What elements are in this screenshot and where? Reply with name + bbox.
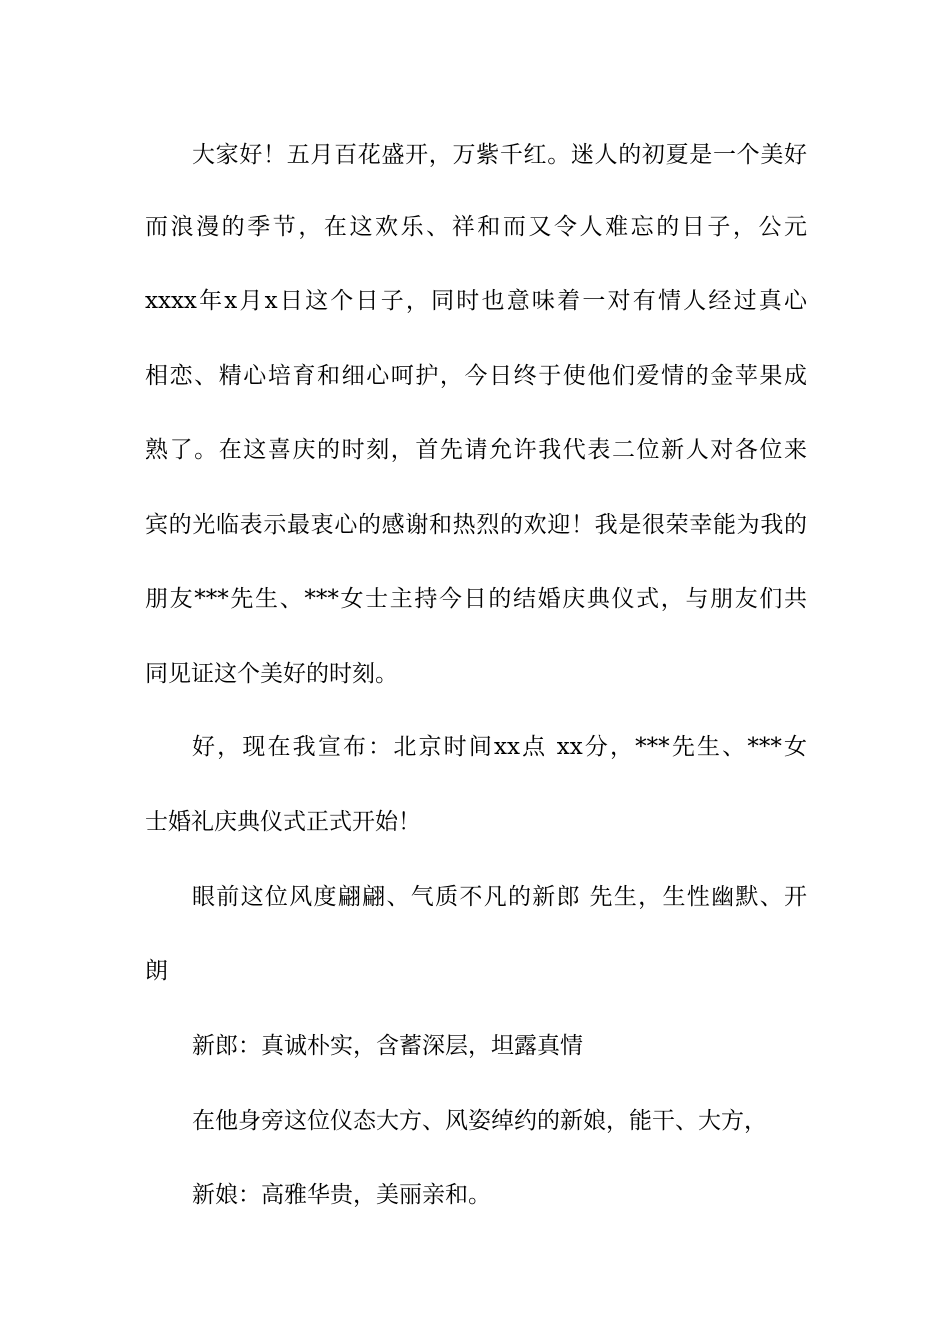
paragraph-line: 好，现在我宣布：北京时间xx点 xx分，***先生、***女 [192, 734, 807, 760]
paragraph-line: 熟了。在这喜庆的时刻，首先请允许我代表二位新人对各位来 [145, 437, 807, 463]
paragraph-line: 相恋、精心培育和细心呵护，今日终于使他们爱情的金苹果成 [145, 363, 807, 389]
paragraph-line: 朋友***先生、***女士主持今日的结婚庆典仪式，与朋友们共 [145, 586, 807, 612]
paragraph-line: 在他身旁这位仪态大方、风姿绰约的新娘，能干、大方， [192, 1108, 767, 1134]
paragraph-line: 新娘：高雅华贵，美丽亲和。 [192, 1182, 491, 1208]
paragraph-line: xxxx年x月x日这个日子，同时也意味着一对有情人经过真心 [145, 288, 807, 314]
paragraph-line: 而浪漫的季节，在这欢乐、祥和而又令人难忘的日子，公元 [145, 214, 807, 240]
paragraph-line: 士婚礼庆典仪式正式开始！ [145, 809, 421, 835]
paragraph-line: 朗 [145, 958, 168, 984]
paragraph-line: 眼前这位风度翩翩、气质不凡的新郎 先生，生性幽默、开 [192, 884, 807, 910]
paragraph-line: 同见证这个美好的时刻。 [145, 661, 398, 687]
paragraph-line: 大家好！五月百花盛开，万紫千红。迷人的初夏是一个美好 [192, 142, 807, 168]
paragraph-line: 新郎：真诚朴实，含蓄深层，坦露真情 [192, 1033, 583, 1059]
paragraph-line: 宾的光临表示最衷心的感谢和热烈的欢迎！我是很荣幸能为我的 [145, 512, 807, 538]
